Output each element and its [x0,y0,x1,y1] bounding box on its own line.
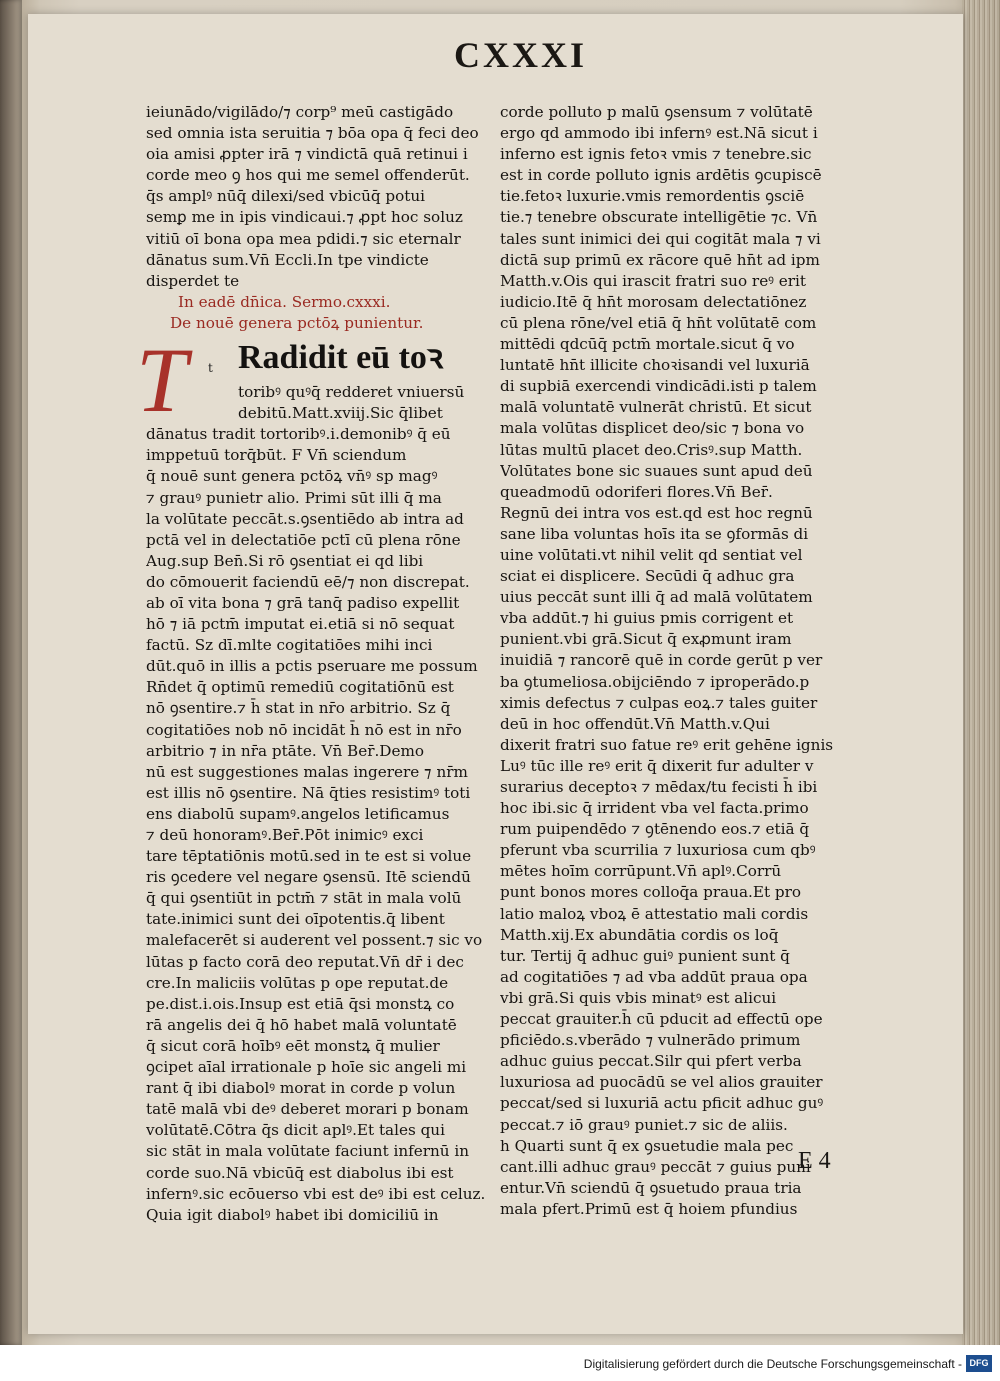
text-line: pe.dist.i.ois.Insup est etiā q̄si monstꝝ co [146,994,455,1013]
dfg-logo: DFG [966,1355,992,1372]
text-line: tatē malā vbi deꝰ deberet morari p bonam [146,1100,469,1119]
text-line: tate.inimici sunt dei oīpotentis.q̄ libent [146,910,445,929]
text-line: uius peccāt sunt illi q̄ ad malā volūtatem [500,588,813,607]
text-line: toribꝰ quꝰq̄ redderet vniuersū [238,383,465,402]
text-line: surarius deceptoꝛ ⁊ mēdax/tu fecisti h̄ ibi [500,778,818,796]
text-line: oia amisi ꝓpter irā ⁊ vindictā quā retinui i [146,145,468,164]
text-line: est in corde polluto ignis ardētis ꝯcupiscē [500,166,822,185]
text-line: debitū.Matt.xviij.Sic q̄libet [238,404,443,423]
text-line: di supbiā exercendi vindicādi.isti p talem [500,377,817,396]
text-line: Luꝰ tūc ille reꝰ erit q̄ dixerit fur adulter v [500,756,814,775]
text-line: sed omnia ista seruitia ⁊ bōa opa q̄ feci deo [146,124,479,143]
text-line: lūtas multū placet deo.Crisꝰ.sup Matth. [500,440,803,459]
text-line: luntatē hn̄t illicite choꝛisandi vel luxuriā [500,356,810,375]
text-line: h Quarti sunt q̄ ex ꝯsuetudie mala pec [500,1136,794,1155]
text-line: rā angelis dei q̄ hō habet malā voluntatē [146,1015,457,1034]
text-line: luxuriosa ad puocādū se vel alios grauiter [500,1073,823,1092]
folio-number: CXXXI [453,35,587,75]
left-page-edge [0,0,22,1345]
fore-edge-pages [962,0,1000,1345]
text-line: inuidiā ⁊ rancorē quē in corde gerūt p ver [500,651,823,670]
text-line: arbitrio ⁊ in nr̄a ptāte. Vn̄ Ber̄.Demo [146,741,425,760]
text-line: rant q̄ ibi diabolꝰ morat in corde p volun [146,1079,456,1098]
signature-mark: E 4 [798,1148,831,1174]
text-line: dānatus tradit tortoribꝰ.i.demonibꝰ q̄ eū [146,425,451,444]
text-line: ad cogitatiōes ⁊ ad vba addūt praua opa [500,967,808,986]
text-line: pctā vel in delectatiōe pctī cū plena rōne [146,530,461,549]
text-line: malefacerēt si auderent vel possent.⁊ sic vo [146,931,483,950]
text-line: q̄ nouē sunt genera pctōꝝ vn̄ꝰ sp magꝰ [146,467,438,486]
text-line: nū est suggestiones malas ingerere ⁊ nr̄m [146,762,468,781]
right-column-body [500,102,858,1220]
text-line: peccat grauiter.h̄ cū pducit ad effectū ope [500,1010,823,1029]
text-line: iudicio.Itē q̄ hn̄t morosam delectatiōnez [500,292,807,311]
text-line: Quia igit diabolꝰ habet ibi domiciliū in [146,1205,439,1224]
text-line: entur.Vn̄ sciendū q̄ ꝯsuetudo praua tria [500,1178,802,1197]
text-line: vba addūt.⁊ hi guius pmis corrigent et [500,609,794,628]
text-line: cant.illi adhuc grauꝰ peccāt ⁊ guius puni [500,1157,811,1176]
text-line: vitiū oī bona opa mea pdidi.⁊ sic eternalr [146,229,461,248]
guide-letter: t [208,361,213,376]
text-line: ris ꝯcedere vel negare ꝯsensū. Itē sciendū [146,868,471,887]
text-line: ergo qd ammodo ibi infernꝰ est.Nā sicut i [500,124,818,143]
text-line: deū in hoc offendūt.Vn̄ Matth.v.Qui [500,714,770,733]
text-line: Regnū dei intra vos est.qd est hoc regnū [500,503,813,522]
text-line: malā voluntatē vulnerāt christū. Et sicut [500,398,812,417]
text-line: dānatus sum.Vn̄ Eccli.In tpe vindicte [146,250,429,269]
text-line: semꝑ me in ipis vindicaui.⁊ ꝓpt hoc soluz [146,208,463,227]
text-line: ꝯcipet aīal irrationale p hoīe sic angeli mi [146,1058,467,1077]
text-line: sic stāt in mala volūtate faciunt infernū in [146,1142,470,1161]
text-line: mala pfert.Primū est q̄ hoiem pfundius [500,1199,798,1218]
text-line: adhuc guius peccat.Silr qui pfert verba [500,1052,802,1071]
text-line: Matth.v.Ois qui irascit fratri suo reꝰ erit [500,271,807,290]
text-line: sane liba voluntas hoīs ita se ꝯformās di [500,524,809,543]
text-line: dictā sup primū ex rācore quē hn̄t ad ipm [500,250,820,269]
text-line: peccat/sed si luxuriā actu pficit adhuc guꝰ [500,1094,824,1113]
text-line: tie.fetoꝛ luxurie.vmis remordentis ꝯsciē [500,187,805,206]
text-line: tie.⁊ tenebre obscurate intelligētie ⁊c. Vn̄ [500,208,818,227]
text-line: ieiunādo/vigilādo/⁊ corp⁹ meū castigādo [146,103,454,121]
text-line: mētes hoīm corrūpunt.Vn̄ aplꝰ.Corrū [500,862,782,881]
text-line: q̄s amplꝰ nūq̄ dilexi/sed vbicūq̄ potui [146,187,426,206]
text-line: corde polluto p malū ꝯsensum ⁊ volūtatē [500,103,813,121]
rubric-heading: In eadē dn̄ica. Sermo.cxxxi. [178,292,391,311]
rubric-subheading: De nouē genera pctōꝝ punientur. [170,313,424,332]
text-line: Volūtates bone sic suaues sunt apud deū [500,461,813,480]
text-line: ⁊ grauꝰ punietr alio. Primi sūt illi q̄ ma [146,488,442,507]
text-line: ⁊ deū honoramꝰ.Ber̄.Pōt inimicꝰ exci [146,826,424,844]
text-line: nō ꝯsentire.⁊ h̄ stat in nr̄o arbitrio. Sz q̄ [146,699,451,718]
red-initial-letter: T [136,329,188,432]
text-line: hoc ibi.sic q̄ irrident vba vel facta.primo [500,799,809,818]
text-line: Matth.xij.Ex abundātia cordis os loq̄ [500,925,779,944]
text-line: la volūtate peccāt.s.ꝯsentiēdo ab intra ad [146,509,464,528]
left-column-opening-lines [146,102,501,292]
text-line: inferno est ignis fetoꝛ vmis ⁊ tenebre.sic [500,145,812,164]
text-line: imppetuū torq̄būt. F Vn̄ sciendum [146,446,407,465]
text-line: rum puipendēdo ⁊ ꝯtēnendo eos.⁊ etiā q̄ [500,820,810,839]
text-line: tales sunt inimici dei qui cogitāt mala ⁊ vi [500,229,821,248]
footer-credit: Digitalisierung gefördert durch die Deutsche Forschungsgemeinschaft - [583,1357,962,1371]
text-line: tur. Tertij q̄ adhuc guiꝰ punient sunt q̄ [500,946,790,965]
text-line: ba ꝯtumeliosa.obijciēndo ⁊ iproperādo.p [500,672,810,691]
text-line: queadmodū odoriferi flores.Vn̄ Ber̄. [500,482,773,501]
text-line: tare tēptatiōnis motū.sed in te est si volue [146,847,472,866]
left-text-column [136,102,501,1226]
text-line: cogitatiōes nob nō incidāt h̄ nō est in nr̄o [146,720,462,739]
text-line: factū. Sz dī.mlte cogitatiōes mihi inci [146,636,433,655]
text-line: lūtas p facto corā deo reputat.Vn̄ dr̄ i dec [146,952,464,971]
text-line: q̄ qui ꝯsentiūt in pctm̄ ⁊ stāt in mala volū [146,889,462,908]
text-line: ens diabolū supamꝰ.angelos letificamus [146,804,450,823]
text-line: uine volūtati.vt nihil velit qd sentiat vel [500,545,803,564]
text-line: punient.vbi grā.Sicut q̄ exꝓmunt iram [500,630,792,649]
text-line: ximis defectus ⁊ culpas eoꝝ.⁊ tales guiter [500,693,818,712]
text-line: pficiēdo.s.vberādo ⁊ vulnerādo primum [500,1031,801,1050]
text-line: cre.In maliciis volūtas p ope reputat.de [146,973,449,992]
book-page [28,14,963,1334]
text-line: mittēdi qdcūq̄ pctm̄ mortale.sicut q̄ vo [500,335,795,354]
text-line: ab oī vita bona ⁊ grā tanq̄ padiso expellit [146,593,460,612]
text-line: infernꝰ.sic ecōuerso vbi est deꝰ ibi est celuz. [146,1184,486,1203]
right-text-column [500,102,858,1220]
text-line: disperdet te [146,271,240,290]
text-line: latio maloꝝ vboꝝ ē attestatio mali cordis [500,904,809,923]
left-column-body [146,382,501,1226]
text-line: sciat ei displicere. Secūdi q̄ adhuc gra [500,567,795,586]
text-line: Aug.sup Ben̄.Si rō ꝯsentiat ei qd libi [146,551,424,570]
incipit-text: Radidit eū toꝛ [238,339,444,377]
sermon-incipit [136,329,501,434]
text-line: est illis nō ꝯsentire. Nā q̄ties resistimꝰ toti [146,783,471,802]
text-line: punt bonos mores colloq̄a praua.Et pro [500,883,801,902]
text-line: pferunt vba scurrilia ⁊ luxuriosa cum qbꝰ [500,841,816,860]
text-line: corde meo ꝯ hos qui me semel offenderūt. [146,166,470,185]
text-line: dūt.quō in illis a pctis pseruare me possum [146,657,478,676]
text-line: corde suo.Nā vbicūq̄ est diabolus ibi est [146,1163,454,1182]
text-line: mala volūtas displicet deo/sic ⁊ bona vo [500,419,805,438]
text-line: volūtatē.Cōtra q̄s dicit aplꝰ.Et tales qui [146,1121,445,1140]
footer-bar [0,1345,1000,1381]
text-line: peccat.⁊ iō grauꝰ puniet.⁊ sic de aliis. [500,1115,788,1134]
text-line: vbi grā.Si quis vbis minatꝰ est alicui [500,988,777,1007]
text-line: dixerit fratri suo fatue reꝰ erit gehēne ignis [500,735,834,754]
text-line: q̄ sicut corā hoībꝰ eēt monstꝝ q̄ mulier [146,1036,440,1055]
text-line: Rn̄det q̄ optimū remediū cogitatiōnū est [146,678,454,697]
text-line: hō ⁊ iā pctm̄ imputat ei.etiā si nō sequat [146,615,455,634]
text-line: do cōmouerit faciendū eē/⁊ non discrepat. [146,572,470,591]
text-line: cū plena rōne/vel etiā q̄ hn̄t volūtatē com [500,313,817,332]
